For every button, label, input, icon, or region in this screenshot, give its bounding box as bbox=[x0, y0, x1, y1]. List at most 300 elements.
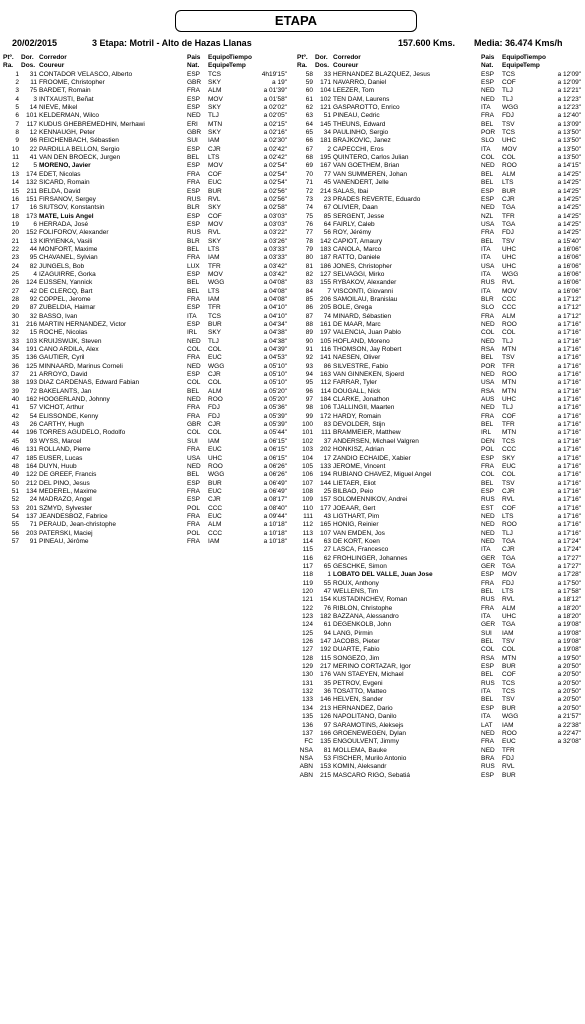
cell-rider: GAUTIER, Cyril bbox=[39, 354, 85, 362]
cell-rider: MATE, Luis Angel bbox=[39, 212, 94, 220]
cell-time: a 05'10" bbox=[263, 362, 287, 370]
cell-time: a 05'10" bbox=[263, 379, 287, 387]
cell-time: a 12'40" bbox=[557, 112, 581, 120]
cell-team: UHC bbox=[502, 245, 517, 253]
cell-rider: KELDERMAN, Wilco bbox=[39, 112, 99, 120]
cell-team: MTN bbox=[502, 387, 517, 395]
stage-distance: 157.600 Kms. bbox=[398, 38, 456, 48]
table-row bbox=[297, 772, 581, 780]
cell-rider: JOEAAR, Gert bbox=[333, 504, 376, 512]
table-row bbox=[3, 221, 287, 229]
cell-country: FRA bbox=[481, 604, 494, 612]
cell-country: COL bbox=[481, 329, 495, 337]
cell-rider: KRUIJSWIJK, Steven bbox=[39, 337, 102, 345]
cell-position: 91 bbox=[305, 346, 313, 354]
cell-rider: EDET, Nicolas bbox=[39, 170, 81, 178]
cell-time: a 22'47" bbox=[557, 729, 581, 737]
cell-bib: 6 bbox=[33, 220, 37, 228]
cell-bib: 95 bbox=[29, 254, 37, 262]
table-row bbox=[297, 271, 581, 279]
cell-position: 106 bbox=[302, 471, 313, 479]
table-row bbox=[297, 688, 581, 696]
cell-bib: 192 bbox=[320, 646, 331, 654]
table-row bbox=[297, 346, 581, 354]
table-row bbox=[297, 496, 581, 504]
cell-country: COL bbox=[481, 154, 495, 162]
cell-bib: 101 bbox=[26, 112, 37, 120]
cell-position: 112 bbox=[302, 521, 313, 529]
cell-team: RVL bbox=[502, 279, 515, 287]
cell-bib: 24 bbox=[29, 496, 37, 504]
cell-country: NED bbox=[481, 512, 495, 520]
cell-bib: 111 bbox=[321, 429, 331, 437]
cell-bib: 97 bbox=[323, 721, 331, 729]
cell-time: a 10'18" bbox=[263, 529, 287, 537]
cell-team: COL bbox=[208, 346, 222, 354]
table-row bbox=[3, 171, 287, 179]
cell-rider: FARRAR, Tyler bbox=[333, 379, 377, 387]
cell-country: GER bbox=[481, 554, 496, 562]
cell-team: UHC bbox=[502, 613, 517, 621]
cell-position: 110 bbox=[302, 504, 313, 512]
cell-country: IRL bbox=[187, 329, 198, 337]
cell-bib: 107 bbox=[320, 529, 331, 537]
cell-bib: 187 bbox=[320, 254, 331, 262]
cell-country: FRA bbox=[187, 521, 200, 529]
cell-time: a 17'58" bbox=[557, 588, 581, 595]
cell-rider: NAPOLITANO, Danilo bbox=[333, 713, 397, 721]
cell-position: 67 bbox=[305, 145, 313, 153]
table-row bbox=[3, 363, 287, 371]
cell-position: 39 bbox=[11, 387, 19, 395]
cell-bib: 177 bbox=[320, 504, 331, 512]
table-row bbox=[3, 213, 287, 221]
cell-rider: ZANDIO ECHAIDE, Xabier bbox=[333, 454, 411, 462]
cell-country: ITA bbox=[481, 546, 491, 554]
table-row bbox=[297, 738, 581, 746]
cell-time: a 16'06" bbox=[557, 270, 581, 278]
cell-rider: GROENEWEGEN, Dylan bbox=[333, 729, 406, 737]
cell-bib: 75 bbox=[29, 87, 37, 95]
cell-rider: FRÖHLINGER, Johannes bbox=[333, 554, 408, 562]
cell-position: 48 bbox=[11, 462, 19, 470]
cell-bib: 65 bbox=[323, 562, 331, 570]
header-position: Ptº. Ra. bbox=[3, 54, 14, 70]
cell-time: a 17'24" bbox=[557, 546, 581, 554]
cell-rider: VISCONTI, Giovanni bbox=[333, 287, 393, 295]
cell-team: WGG bbox=[502, 104, 519, 112]
cell-bib: 81 bbox=[323, 746, 331, 754]
cell-bib: 41 bbox=[29, 154, 37, 162]
cell-time: a 20'50" bbox=[557, 688, 581, 696]
table-row bbox=[297, 79, 581, 87]
cell-team: MOV bbox=[502, 145, 517, 153]
cell-bib: 96 bbox=[29, 137, 37, 145]
cell-bib: 42 bbox=[29, 287, 37, 295]
cell-rider: PATERSKI, Maciej bbox=[39, 529, 93, 537]
cell-team: ROO bbox=[502, 371, 517, 379]
cell-country: FRA bbox=[187, 354, 200, 362]
cell-country: ITA bbox=[481, 245, 491, 253]
cell-position: 56 bbox=[11, 529, 19, 537]
table-row bbox=[297, 112, 581, 120]
table-row bbox=[3, 271, 287, 279]
cell-team: LTS bbox=[502, 512, 514, 520]
cell-time: a 02'16" bbox=[263, 129, 287, 137]
table-row bbox=[297, 71, 581, 79]
cell-country: BEL bbox=[187, 387, 200, 395]
cell-position: 96 bbox=[305, 387, 313, 395]
cell-time: a 17'16" bbox=[557, 512, 581, 520]
cell-position: 23 bbox=[11, 254, 19, 262]
cell-position: 50 bbox=[11, 479, 19, 487]
cell-team: TCS bbox=[208, 70, 221, 78]
cell-bib: 67 bbox=[323, 204, 331, 212]
cell-time: a 13'50" bbox=[557, 129, 581, 137]
cell-time: a 14'25" bbox=[557, 195, 581, 203]
cell-team: TSV bbox=[502, 638, 515, 646]
cell-bib: 183 bbox=[320, 245, 331, 253]
cell-bib: 26 bbox=[29, 421, 37, 429]
table-row bbox=[297, 713, 581, 721]
cell-country: LAT bbox=[481, 721, 493, 729]
cell-team: EUC bbox=[208, 354, 222, 362]
cell-team: EUC bbox=[208, 446, 222, 454]
cell-bib: 47 bbox=[323, 588, 331, 595]
cell-time: a 02'42" bbox=[263, 154, 287, 162]
cell-rider: BRAMMEIER, Matthew bbox=[333, 429, 401, 437]
cell-rider: PRADES REVERTE, Eduardo bbox=[333, 195, 421, 203]
cell-team: TCS bbox=[502, 688, 515, 696]
cell-time: a 14'15" bbox=[557, 162, 581, 170]
cell-country: ITA bbox=[481, 613, 491, 621]
page-title: ETAPA bbox=[175, 10, 417, 32]
cell-team: CJR bbox=[208, 496, 221, 504]
cell-rider: FOLIFOROV, Alexander bbox=[39, 229, 109, 237]
cell-team: BUR bbox=[208, 479, 222, 487]
cell-bib: 115 bbox=[320, 654, 331, 662]
table-row bbox=[297, 621, 581, 629]
cell-team: FDJ bbox=[502, 112, 514, 120]
cell-time: a 32'08" bbox=[557, 738, 581, 746]
cell-bib: 202 bbox=[320, 446, 331, 454]
cell-time: a 14'25" bbox=[557, 204, 581, 212]
cell-bib: 31 bbox=[29, 70, 37, 78]
cell-country: ESP bbox=[481, 70, 495, 78]
cell-team: LTS bbox=[208, 287, 220, 295]
cell-team: IAM bbox=[208, 295, 220, 303]
cell-country: BEL bbox=[481, 671, 494, 679]
cell-country: USA bbox=[481, 379, 495, 387]
cell-bib: 17 bbox=[323, 454, 331, 462]
cell-rider: DOUGALL, Nick bbox=[333, 387, 381, 395]
cell-bib: 87 bbox=[29, 304, 37, 312]
cell-country: NED bbox=[187, 337, 201, 345]
cell-team: EUC bbox=[208, 512, 222, 520]
cell-position: 70 bbox=[305, 170, 313, 178]
cell-rider: ARROYO, David bbox=[39, 371, 88, 379]
cell-country: SUI bbox=[187, 137, 198, 145]
cell-time: a 17'24" bbox=[557, 537, 581, 545]
cell-position: 22 bbox=[11, 245, 19, 253]
cell-time: a 14'25" bbox=[557, 187, 581, 195]
cell-team: TSV bbox=[502, 237, 515, 245]
cell-country: ITA bbox=[481, 713, 491, 721]
cell-position: 74 bbox=[305, 204, 313, 212]
cell-team: TCS bbox=[502, 679, 515, 687]
table-row bbox=[3, 79, 287, 87]
cell-time: a 04'39" bbox=[263, 346, 287, 354]
cell-time: a 02'15" bbox=[263, 120, 287, 128]
table-row bbox=[297, 555, 581, 563]
cell-team: LTS bbox=[502, 179, 514, 187]
cell-team: TFR bbox=[208, 262, 221, 270]
cell-rider: DE GREEF, Francis bbox=[39, 471, 97, 479]
cell-bib: 86 bbox=[323, 362, 331, 370]
table-row bbox=[3, 179, 287, 187]
cell-position: 14 bbox=[11, 179, 19, 187]
cell-bib: 152 bbox=[26, 229, 37, 237]
cell-team: MTN bbox=[502, 654, 517, 662]
cell-position: 66 bbox=[305, 137, 313, 145]
cell-bib: 162 bbox=[26, 396, 37, 404]
cell-country: RUS bbox=[481, 679, 495, 687]
stage-name: 3 Etapa: Motril - Alto de Hazas Llanas bbox=[92, 38, 252, 48]
table-row bbox=[3, 304, 287, 312]
cell-rider: VAN DEN BROECK, Jurgen bbox=[39, 154, 121, 162]
cell-position: 65 bbox=[305, 129, 313, 137]
cell-bib: 161 bbox=[320, 321, 331, 328]
cell-team: CJR bbox=[502, 195, 515, 203]
cell-position: 62 bbox=[305, 104, 313, 112]
cell-time: a 05'10" bbox=[263, 371, 287, 379]
table-row bbox=[297, 263, 581, 271]
cell-position: 77 bbox=[305, 229, 313, 237]
cell-rider: CONTADOR VELASCO, Alberto bbox=[39, 70, 133, 78]
cell-team: IAM bbox=[502, 629, 514, 637]
cell-country: ESP bbox=[481, 704, 495, 712]
cell-rider: LEEZER, Tom bbox=[333, 87, 375, 95]
cell-rider: DUARTE, Fabio bbox=[333, 646, 380, 654]
cell-country: GER bbox=[481, 562, 496, 570]
cell-bib: 203 bbox=[26, 529, 37, 537]
cell-position: 127 bbox=[302, 646, 313, 654]
table-row bbox=[3, 188, 287, 196]
cell-position: 28 bbox=[11, 295, 19, 303]
cell-bib: 1 bbox=[327, 571, 331, 579]
cell-team: CCC bbox=[208, 504, 223, 512]
cell-position: 123 bbox=[302, 613, 313, 621]
cell-position: 36 bbox=[11, 362, 19, 370]
cell-country: ESP bbox=[187, 496, 201, 504]
table-row bbox=[3, 446, 287, 454]
cell-team: TLJ bbox=[502, 529, 513, 537]
cell-bib: 165 bbox=[320, 521, 331, 529]
cell-team: TGA bbox=[502, 562, 516, 570]
cell-time: a 03'22" bbox=[263, 229, 287, 237]
cell-position: 69 bbox=[305, 162, 313, 170]
cell-team: TFR bbox=[502, 362, 515, 370]
cell-country: FRA bbox=[187, 295, 200, 303]
cell-rider: MADRAZO, Ángel bbox=[39, 496, 92, 504]
cell-bib: 114 bbox=[320, 387, 331, 395]
cell-bib: 11 bbox=[30, 79, 37, 87]
cell-rider: CANO ARDILA, Alex bbox=[39, 346, 99, 354]
cell-rider: VALENCIA, Juan Pablo bbox=[333, 329, 401, 337]
cell-country: ESP bbox=[187, 371, 201, 379]
cell-time: a 17'16" bbox=[557, 354, 581, 362]
cell-bib: 93 bbox=[29, 437, 37, 445]
table-row bbox=[297, 104, 581, 112]
cell-country: BRA bbox=[481, 754, 495, 762]
cell-country: USA bbox=[481, 220, 495, 228]
cell-country: ITA bbox=[481, 104, 491, 112]
cell-time: a 02'30" bbox=[263, 137, 287, 145]
table-row bbox=[297, 630, 581, 638]
cell-time: a 17'16" bbox=[557, 362, 581, 370]
table-row bbox=[3, 338, 287, 346]
cell-bib: 167 bbox=[320, 162, 331, 170]
cell-country: COL bbox=[187, 379, 201, 387]
cell-bib: 174 bbox=[26, 170, 37, 178]
column-header bbox=[3, 54, 287, 71]
table-row bbox=[297, 696, 581, 704]
cell-time: a 02'54" bbox=[263, 179, 287, 187]
cell-bib: 171 bbox=[320, 79, 331, 87]
cell-position: 38 bbox=[11, 379, 19, 387]
cell-team: ALM bbox=[502, 604, 516, 612]
cell-rider: SARAMOTINS, Aleksejs bbox=[333, 721, 404, 729]
cell-time: a 02'58" bbox=[263, 204, 287, 212]
cell-country: ERI bbox=[187, 120, 198, 128]
cell-rider: KENNAUGH, Peter bbox=[39, 129, 95, 137]
cell-team: TGA bbox=[502, 554, 516, 562]
cell-country: FRA bbox=[481, 462, 494, 470]
cell-team: COL bbox=[502, 646, 516, 654]
cell-team: EUC bbox=[208, 487, 222, 495]
cell-time: a 19'08" bbox=[557, 629, 581, 637]
cell-position: 136 bbox=[302, 721, 313, 729]
cell-country: EST bbox=[481, 504, 494, 512]
cell-time: a 20'50" bbox=[557, 671, 581, 679]
header-position: Ptº. Ra. bbox=[297, 54, 308, 70]
cell-country: RUS bbox=[187, 195, 201, 203]
cell-bib: 172 bbox=[320, 412, 331, 420]
cell-bib: 164 bbox=[26, 462, 37, 470]
cell-team: TGA bbox=[502, 204, 516, 212]
cell-time: a 03'26" bbox=[263, 237, 287, 245]
cell-time: a 17'16" bbox=[557, 529, 581, 537]
cell-position: 103 bbox=[302, 446, 313, 454]
cell-team: BUR bbox=[502, 663, 516, 671]
cell-team: TLJ bbox=[208, 337, 219, 345]
cell-bib: 55 bbox=[323, 579, 331, 587]
cell-bib: 181 bbox=[320, 137, 331, 145]
cell-position: 3 bbox=[15, 87, 19, 95]
cell-country: DEN bbox=[481, 437, 495, 445]
cell-team: TCS bbox=[208, 312, 221, 320]
cell-position: 129 bbox=[302, 663, 313, 671]
table-row bbox=[297, 438, 581, 446]
cell-position: 27 bbox=[11, 287, 19, 295]
cell-time: a 17'16" bbox=[557, 421, 581, 429]
cell-position: 109 bbox=[302, 496, 313, 504]
cell-position: 121 bbox=[302, 596, 313, 604]
cell-rider: DEVOLDER, Stijn bbox=[333, 421, 386, 429]
cell-time: a 17'16" bbox=[557, 496, 581, 504]
table-row bbox=[297, 188, 581, 196]
cell-country: BEL bbox=[481, 354, 494, 362]
cell-time: a 19'50" bbox=[557, 654, 581, 662]
cell-bib: 71 bbox=[29, 521, 37, 529]
cell-position: 15 bbox=[11, 187, 19, 195]
table-row bbox=[297, 563, 581, 571]
cell-country: ESP bbox=[481, 187, 495, 195]
table-row bbox=[297, 747, 581, 755]
cell-position: 128 bbox=[302, 654, 313, 662]
table-row bbox=[297, 488, 581, 496]
cell-team: TGA bbox=[502, 621, 516, 629]
table-row bbox=[3, 112, 287, 120]
cell-rider: BRAJKOVIC, Janez bbox=[333, 137, 391, 145]
table-row bbox=[297, 404, 581, 412]
table-row bbox=[297, 463, 581, 471]
header-rider: Corredor Coureur bbox=[333, 54, 361, 70]
cell-country: ESP bbox=[481, 454, 495, 462]
cell-country: FRA bbox=[187, 87, 200, 95]
cell-country: NED bbox=[187, 362, 201, 370]
cell-team: RVL bbox=[208, 195, 221, 203]
cell-rider: CLARKE, Jonathon bbox=[333, 396, 390, 404]
cell-country: SLO bbox=[481, 137, 495, 145]
cell-bib: 157 bbox=[320, 496, 331, 504]
cell-bib: 121 bbox=[320, 104, 331, 112]
table-row bbox=[297, 329, 581, 337]
cell-rider: JACOBS, Pieter bbox=[333, 638, 380, 646]
cell-bib: 21 bbox=[29, 371, 37, 379]
cell-bib: 191 bbox=[26, 346, 37, 354]
cell-country: NED bbox=[481, 729, 495, 737]
table-row bbox=[3, 162, 287, 170]
cell-position: 49 bbox=[11, 471, 19, 479]
cell-position: 97 bbox=[305, 396, 313, 404]
table-row bbox=[3, 513, 287, 521]
table-row bbox=[297, 338, 581, 346]
cell-position: 104 bbox=[302, 454, 313, 462]
cell-position: 53 bbox=[11, 504, 19, 512]
cell-team: CJR bbox=[208, 145, 221, 153]
cell-bib: 213 bbox=[320, 704, 331, 712]
table-row bbox=[297, 755, 581, 763]
cell-team: BUR bbox=[208, 187, 222, 195]
cell-rider: VANENDERT, Jelle bbox=[333, 179, 389, 187]
cell-position: 105 bbox=[302, 462, 313, 470]
cell-team: SKY bbox=[208, 104, 222, 112]
cell-rider: HARDY, Romain bbox=[333, 412, 381, 420]
cell-bib: 63 bbox=[323, 537, 331, 545]
cell-position: FC bbox=[304, 738, 313, 746]
cell-position: 119 bbox=[302, 579, 313, 587]
cell-country: BEL bbox=[481, 170, 494, 178]
cell-team: SKY bbox=[208, 204, 222, 212]
cell-bib: 211 bbox=[26, 187, 37, 195]
cell-country: RSA bbox=[481, 387, 495, 395]
table-row bbox=[3, 321, 287, 329]
cell-country: ITA bbox=[481, 270, 491, 278]
cell-team: CCC bbox=[502, 446, 517, 454]
table-row bbox=[297, 571, 581, 579]
cell-team: LTS bbox=[208, 154, 220, 162]
